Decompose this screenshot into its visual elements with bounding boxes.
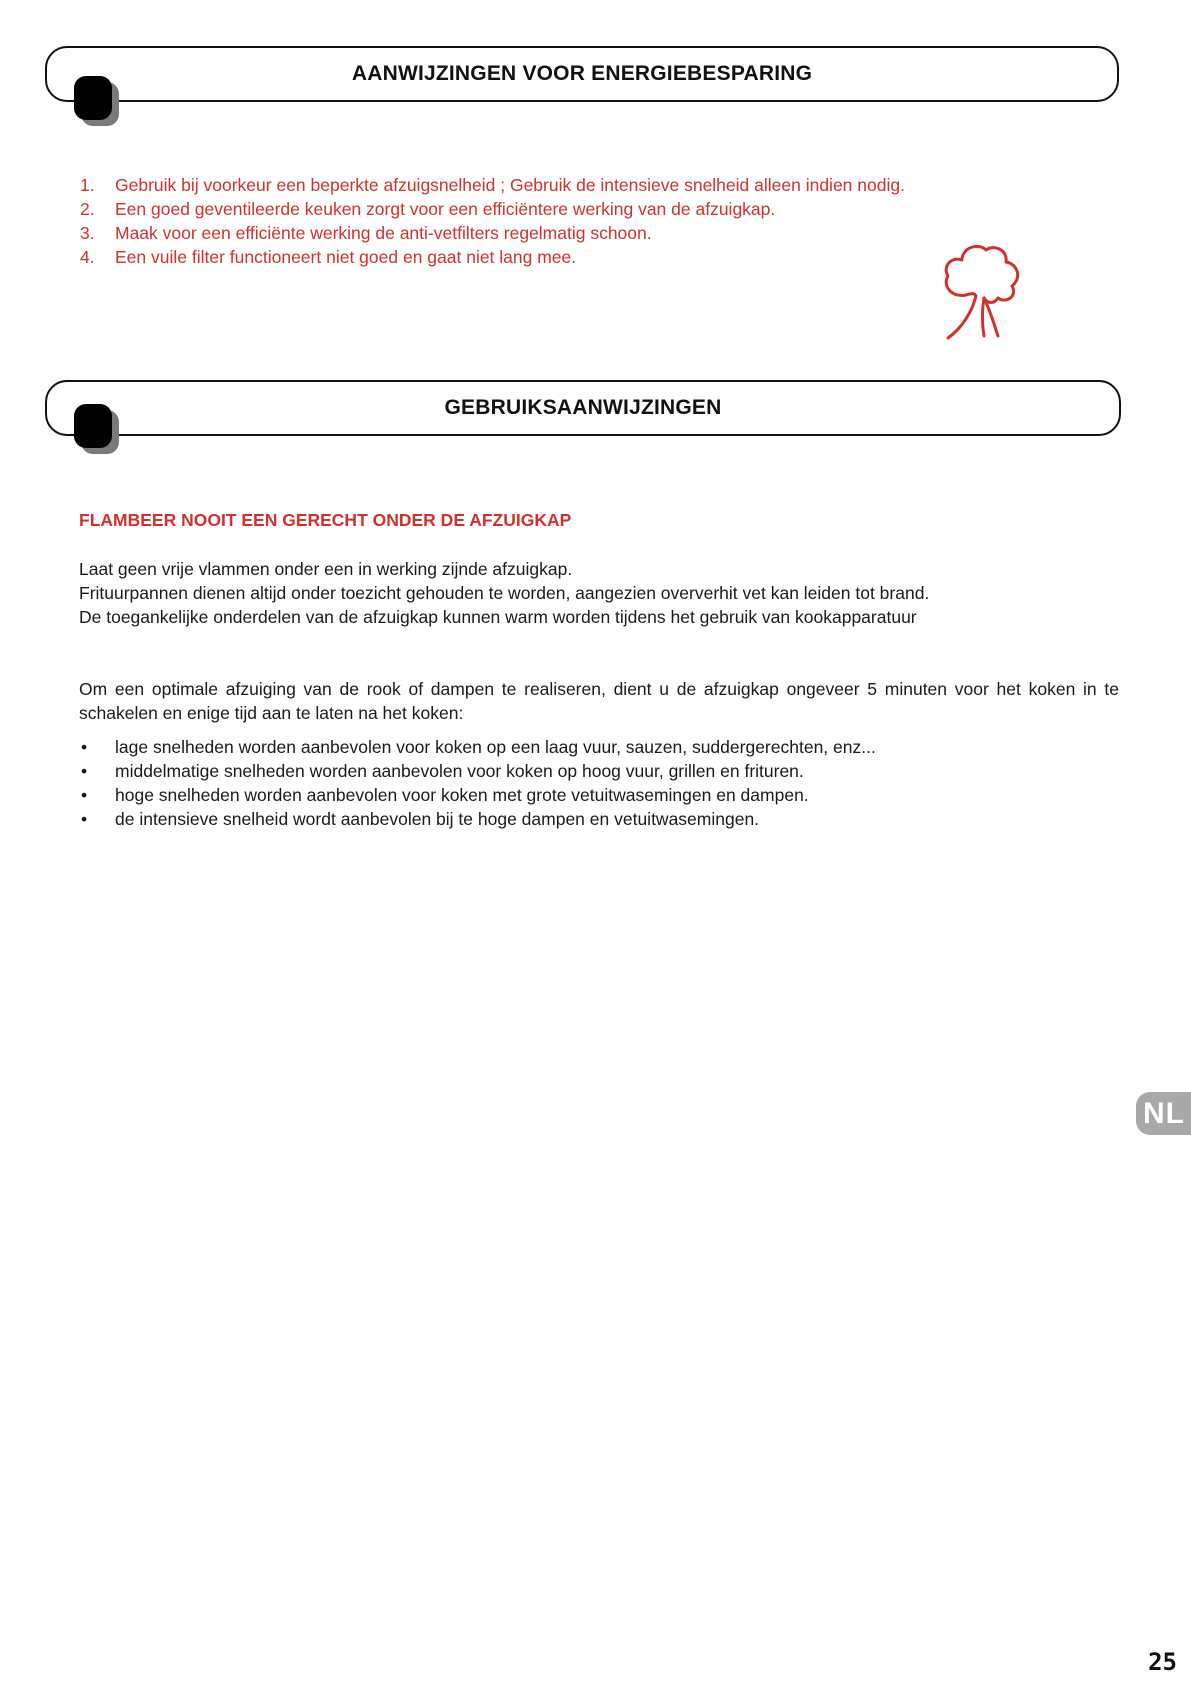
list-item: • middelmatige snelheden worden aanbevolen voor koken op hoog vuur, grillen en frituren. (81, 761, 804, 781)
list-item: • lage snelheden worden aanbevolen voor koken op een laag vuur, sauzen, suddergerechten, enz... (81, 737, 876, 757)
header-bullet (74, 404, 112, 448)
header-bullet (74, 76, 112, 120)
list-item: 4. Een vuile filter functioneert niet goed en gaat niet lang mee. (80, 247, 577, 267)
tree-icon (938, 240, 1024, 340)
section-title-usage: GEBRUIKSAANWIJZINGEN (444, 396, 722, 419)
page-number: 25 (1148, 1648, 1177, 1676)
list-item: • hoge snelheden worden aanbevolen voor koken met grote vetuitwasemingen en dampen. (81, 785, 809, 805)
list-item: 1. Gebruik bij voorkeur een beperkte afzuigsnelheid ; Gebruik de intensieve snelheid alleen indien nodig. (80, 175, 905, 195)
list-item: • de intensieve snelheid wordt aanbevolen bij te hoge dampen en vetuitwasemingen. (81, 809, 760, 829)
energy-tips-list (78, 173, 905, 269)
usage-intro-paragraph: Om een optimale afzuiging van de rook of dampen te realiseren, dient u de afzuigkap ongeveer 5 minuten voor het koken in te schakelen en enige tijd aan te laten na het koken: (79, 679, 1119, 723)
section-header-usage (45, 380, 1121, 436)
list-item: 2. Een goed geventileerde keuken zorgt voor een efficiëntere werking van de afzuigkap. (80, 199, 776, 219)
warning-line: De toegankelijke onderdelen van de afzuigkap kunnen warm worden tijdens het gebruik van kookapparatuur (79, 607, 917, 627)
section-header-energy (45, 46, 1119, 102)
flambe-warning-title: FLAMBEER NOOIT EEN GERECHT ONDER DE AFZUIGKAP (79, 510, 572, 530)
warning-line: Frituurpannen dienen altijd onder toezicht gehouden te worden, aangezien oververhit vet kan leiden tot brand. (79, 583, 930, 603)
language-badge: NL (1136, 1092, 1191, 1135)
speed-recommendations-list (79, 735, 876, 831)
warning-line: Laat geen vrije vlammen onder een in werking zijnde afzuigkap. (79, 559, 573, 579)
section-title-energy: AANWIJZINGEN VOOR ENERGIEBESPARING (351, 62, 813, 85)
list-item: 3. Maak voor een efficiënte werking de anti-vetfilters regelmatig schoon. (80, 223, 652, 243)
